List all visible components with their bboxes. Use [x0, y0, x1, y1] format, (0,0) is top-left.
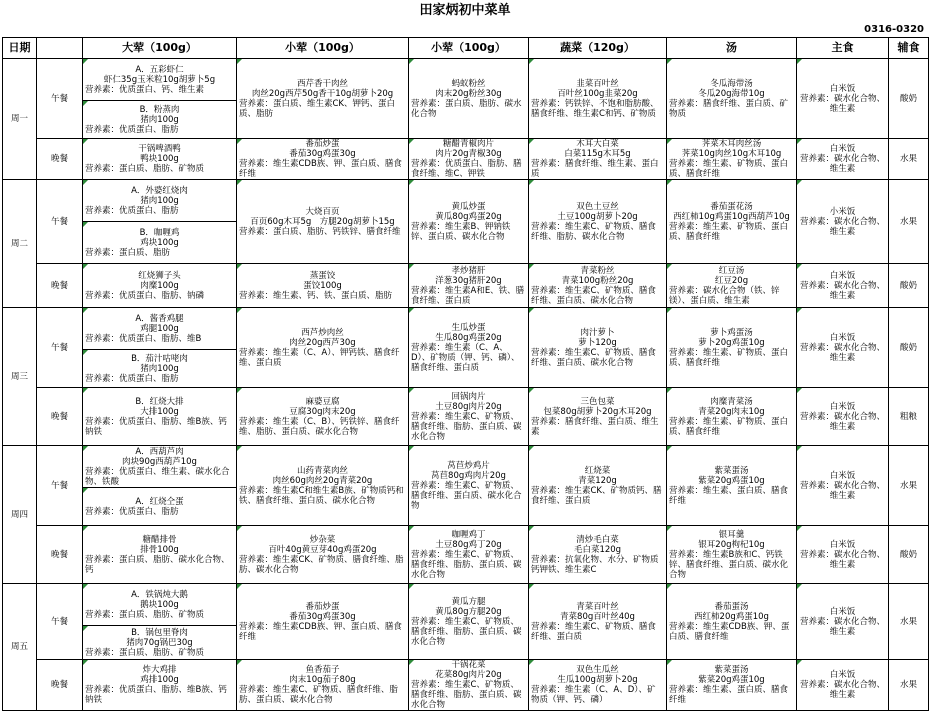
soup-cell: [667, 139, 797, 180]
small-meat-1-cell: [237, 446, 409, 526]
dish-name: 红烧狮子头: [138, 270, 181, 281]
dish-nutrients: 营养素：维生素C、矿物质、膳食纤维、脂肪、碳水化合物: [531, 221, 656, 242]
extra-cell: 酸奶: [889, 59, 929, 139]
dish-name: 白米饭: [829, 270, 856, 281]
dish-name: 西芦炒肉丝: [301, 327, 344, 338]
dish-ingredients: 莴苣80g鸡肉片20g: [431, 470, 506, 481]
small-meat-2-cell: [409, 526, 529, 584]
dish-nutrients: 营养素：维生素CDB族、钾、蛋白质、膳食纤维: [239, 621, 402, 642]
dish-nutrients: 营养素：维生素C、矿物质、膳食纤维、蛋白质、碳水化合物: [531, 285, 656, 306]
dish-nutrients: 营养素：蛋白质、脂肪、碳水化合物: [411, 98, 522, 119]
soup-cell: [667, 59, 797, 139]
dish-nutrients: 营养素：优质蛋白、脂肪、钠磷: [85, 290, 205, 301]
dish-name: 大烧百页: [305, 206, 340, 217]
dish-name: A．铁锅炖大鹅: [131, 589, 188, 600]
dish-name: 冬瓜海带汤: [710, 78, 753, 89]
meal-row: [3, 388, 929, 446]
dish-nutrients: 营养素：维生素A和E、铁、膳食纤维、蛋白质: [411, 285, 525, 306]
staple-cell: [797, 59, 889, 139]
dish-nutrients: 营养素：蛋白质、脂肪、碳水化合物、钙: [85, 554, 230, 575]
dish-name: B．咖喱鸡: [139, 227, 180, 238]
dish-ingredients: 猪肉100g: [140, 195, 179, 206]
dish-name: 青菜粉丝: [580, 265, 615, 276]
dish-ingredients: 青菜100g粉丝20g: [561, 275, 634, 286]
dish-name: 炒杂菜: [309, 534, 336, 545]
soup-cell: [667, 180, 797, 264]
dish-nutrients: 营养素：碳水化合物、维生素: [799, 616, 885, 637]
dish-nutrients: 营养素：维生素B、钾钠铁锌、蛋白质、碳水化合物: [411, 221, 511, 242]
dish-ingredients: 白菜115g木耳5g: [564, 149, 631, 159]
dish-name: 麻婆豆腐: [305, 396, 340, 407]
dish-nutrients: 营养素：维生素、矿物质、蛋白质、膳食纤维: [669, 159, 789, 179]
dish-name: 青菜百叶丝: [576, 601, 619, 612]
dish-nutrients: 营养素：碳水化合物、维生素: [799, 154, 885, 174]
dish-nutrients: 营养素：优质蛋白、脂肪: [85, 506, 179, 517]
dish-name: 肉糜青菜汤: [710, 396, 753, 407]
big-meat-cell: [83, 526, 237, 584]
dish-name: 清炒毛白菜: [576, 534, 619, 545]
dish-nutrients: 营养素：碳水化合物、维生素: [799, 680, 885, 700]
dish-name: 番茄蛋汤: [714, 601, 749, 612]
big-meat-cell: [83, 350, 237, 388]
dish-ingredients: 鹅块100g: [140, 599, 179, 610]
dish-name: 西芹香干肉丝: [296, 78, 348, 89]
dish-name: 糖醋排骨: [142, 534, 177, 545]
dish-name: 木耳大白菜: [576, 139, 619, 149]
dish-name: 生瓜炒蛋: [451, 322, 486, 333]
dish-name: 韭菜百叶丝: [576, 78, 619, 89]
dish-name: 红豆汤: [718, 265, 745, 276]
dish-ingredients: 紫菜20g鸡蛋10g: [698, 475, 765, 486]
small-meat-2-cell: [409, 388, 529, 446]
small-meat-1-cell: [237, 584, 409, 660]
staple-cell: [797, 388, 889, 446]
header-row: [3, 38, 929, 59]
dish-nutrients: 营养素：维生素C、矿物质、膳食纤维、脂肪、蛋白质、碳水化合物: [411, 680, 522, 710]
dish-nutrients: 营养素：维生素、矿物质、蛋白质、膳食纤维: [669, 347, 789, 368]
dish-ingredients: 肉丝60g肉丝20g青菜20g: [272, 475, 373, 486]
dish-nutrients: 营养素：蛋白质、脂肪、矿物质: [85, 647, 205, 658]
menu-body: [3, 59, 929, 711]
extra-cell: 水果: [889, 139, 929, 180]
dish-ingredients: 肉糜100g: [140, 280, 179, 291]
header-meal: [37, 38, 83, 59]
meal-label: 晚餐: [37, 660, 83, 711]
big-meat-cell: [83, 180, 237, 222]
vegetable-cell: [529, 388, 667, 446]
dish-ingredients: 百叶丝100g韭菜20g: [557, 88, 638, 99]
dish-nutrients: 营养素：碳水化合物、维生素: [799, 480, 885, 501]
dish-nutrients: 营养素：维生素CK、矿物质、膳食纤维、脂肪、碳水化合物: [239, 554, 404, 575]
dish-nutrients: 营养素：优质蛋白、脂肪: [85, 205, 179, 216]
dish-ingredients: 猪肉70g锅巴30g: [126, 637, 193, 648]
dish-nutrients: 营养素：维生素C、矿物质、膳食纤维、脂肪、蛋白质、碳水化合物: [239, 685, 398, 705]
meal-row: [3, 264, 929, 308]
dish-ingredients: 紫菜20g鸡蛋10g: [698, 675, 765, 685]
extra-cell: 水果: [889, 446, 929, 526]
vegetable-cell: [529, 584, 667, 660]
vegetable-cell: [529, 180, 667, 264]
dish-nutrients: 营养素：优质蛋白、脂肪、维B族、钙钠铁: [85, 416, 227, 437]
dish-nutrients: 营养素：抗氧化物、水分、矿物质钙钾铁、维生素C: [531, 554, 659, 575]
dish-name: 小米饭: [829, 206, 856, 217]
vegetable-cell: [529, 526, 667, 584]
dish-name: 黄瓜炒蛋: [451, 201, 486, 212]
soup-cell: [667, 446, 797, 526]
date-range: 0316-0320: [864, 24, 924, 35]
meal-row: [3, 446, 929, 488]
dish-nutrients: 营养素：维生素（C、B）、钙铁锌、膳食纤维、脂肪、蛋白质、碳水化合物: [239, 416, 400, 437]
small-meat-2-cell: [409, 308, 529, 388]
dish-name: B．粉蒸肉: [139, 104, 180, 115]
dish-nutrients: 营养素：维生素、矿物质、蛋白质、膳食纤维: [669, 221, 789, 242]
big-meat-cell: [83, 626, 237, 660]
dish-nutrients: 营养素：优质蛋白、脂肪: [85, 124, 179, 135]
header-big-meat: 大荤（100g）: [83, 38, 237, 59]
dish-nutrients: 营养素：膳食纤维、蛋白质、矿物质: [669, 98, 789, 119]
big-meat-cell: [83, 59, 237, 101]
dish-ingredients: 冬瓜20g海带10g: [698, 88, 765, 99]
big-meat-cell: [83, 308, 237, 350]
meal-label: 晚餐: [37, 388, 83, 446]
small-meat-2-cell: [409, 59, 529, 139]
dish-nutrients: 营养素：维生素C、矿物质、膳食纤维、脂肪、蛋白质、碳水化合物: [411, 549, 522, 580]
dish-ingredients: 豆腐30g肉末20g: [289, 406, 356, 417]
dish-nutrients: 营养素：蛋白质、脂肪、钙铁锌、膳食纤维: [239, 226, 401, 237]
dish-nutrients: 营养素：蛋白质、脂肪、矿物质: [85, 609, 205, 620]
dish-nutrients: 营养素：碳水化合物、维生素: [799, 342, 885, 363]
dish-ingredients: 土豆100g胡萝卜20g: [557, 211, 638, 222]
dish-ingredients: 土豆80g鸡丁20g: [435, 539, 502, 550]
dish-nutrients: 营养素：膳食纤维、蛋白质、维生素: [531, 416, 659, 437]
day-label: 周二: [3, 180, 37, 308]
header-date: 日期: [3, 38, 37, 59]
vegetable-cell: [529, 308, 667, 388]
meal-label: 午餐: [37, 446, 83, 526]
extra-cell: 酸奶: [889, 264, 929, 308]
dish-nutrients: 营养素：蛋白质、脂肪: [85, 247, 171, 258]
dish-nutrients: 营养素：蛋白质、脂肪、矿物质: [85, 164, 205, 174]
dish-nutrients: 营养素：维生素（C、A、D）、矿物质（钾、钙、磷）、膳食纤维、蛋白质: [411, 342, 520, 373]
big-meat-cell: [83, 584, 237, 626]
day-label: 周四: [3, 446, 37, 584]
staple-cell: [797, 584, 889, 660]
dish-ingredients: 肉块90g西葫芦10g: [122, 456, 197, 467]
dish-nutrients: 营养素：蛋白质、维生素CK、钾钙、蛋白质、脂肪: [239, 98, 396, 119]
header-extra: 辅食: [889, 38, 929, 59]
dish-name: A．红烧仝蛋: [135, 496, 184, 507]
dish-ingredients: 萝卜20g鸡蛋10g: [698, 337, 765, 348]
dish-name: 咖喱鸡丁: [451, 529, 486, 540]
dish-name: 双色土豆丝: [576, 201, 619, 212]
vegetable-cell: [529, 59, 667, 139]
soup-cell: [667, 388, 797, 446]
small-meat-1-cell: [237, 139, 409, 180]
dish-ingredients: 萝卜120g: [578, 337, 617, 348]
dish-name: 紫菜蛋汤: [714, 465, 749, 476]
big-meat-cell: [83, 488, 237, 526]
big-meat-cell: [83, 446, 237, 488]
dish-name: 白米饭: [829, 670, 856, 680]
dish-name: A．酱香鸡腿: [135, 313, 184, 324]
dish-nutrients: 营养素：维生素C、矿物质、膳食纤维、脂肪、蛋白质、碳水化合物: [411, 411, 522, 442]
dish-ingredients: 毛白菜120g: [573, 544, 622, 555]
meal-label: 午餐: [37, 308, 83, 388]
dish-nutrients: 营养素：维生素CDB族、钾、蛋白质、膳食纤维: [239, 159, 402, 179]
dish-ingredients: 红豆20g: [714, 275, 749, 286]
staple-cell: [797, 139, 889, 180]
dish-ingredients: 生瓜80g鸡蛋20g: [435, 332, 502, 343]
dish-name: 干锅花菜: [451, 660, 486, 670]
staple-cell: [797, 446, 889, 526]
dish-name: B．茄汁咕咾肉: [131, 353, 188, 364]
meal-label: 晚餐: [37, 264, 83, 308]
dish-nutrients: 营养素：维生素（C、A、D）、矿物质（钾、钙、磷）: [531, 685, 656, 705]
small-meat-1-cell: [237, 308, 409, 388]
dish-nutrients: 营养素：维生素B族和C、钙铁锌、膳食纤维、蛋白质、碳水化合物: [669, 549, 789, 580]
menu-table: [2, 37, 929, 711]
meal-label: 晚餐: [37, 139, 83, 180]
dish-ingredients: 洋葱30g猪肝20g: [435, 275, 502, 286]
soup-cell: [667, 584, 797, 660]
dish-ingredients: 肉丝20g西芹50g香干10g胡萝卜20g: [251, 88, 394, 99]
dish-ingredients: 肉末20g粉丝30g: [435, 88, 502, 99]
dish-ingredients: 青菜80g百叶丝40g: [560, 611, 635, 622]
dish-name: 炸大鸡排: [142, 665, 177, 675]
dish-nutrients: 营养素：优质蛋白、钙、维生素: [85, 84, 205, 95]
vegetable-cell: [529, 139, 667, 180]
header-small-meat-2: 小荤（100g）: [409, 38, 529, 59]
dish-nutrients: 营养素：维生素（C、A）、钾钙铁、膳食纤维、蛋白质: [239, 347, 400, 368]
small-meat-1-cell: [237, 264, 409, 308]
small-meat-1-cell: [237, 526, 409, 584]
dish-ingredients: 荠菜10g肉丝10g木耳10g: [681, 149, 782, 159]
dish-nutrients: 营养素：维生素、蛋白质、膳食纤维: [669, 485, 789, 506]
dish-nutrients: 营养素：维生素C、矿物质、膳食纤维、脂肪、蛋白质、碳水化合物: [411, 616, 522, 647]
dish-nutrients: 营养素：优质蛋白、脂肪、膳食纤维、维C、钾铁: [411, 159, 522, 179]
staple-cell: [797, 308, 889, 388]
dish-ingredients: 包菜80g胡萝卜20g木耳20g: [543, 406, 652, 417]
dish-name: A．五彩虾仁: [135, 64, 184, 75]
dish-ingredients: 大排100g: [140, 406, 179, 417]
dish-ingredients: 黄瓜80g鸡蛋20g: [435, 211, 502, 222]
meal-label: 晚餐: [37, 526, 83, 584]
dish-ingredients: 百叶40g黄豆芽40g鸡蛋20g: [268, 544, 377, 555]
dish-name: A．西葫芦肉: [135, 446, 184, 457]
dish-name: 三色包菜: [580, 396, 615, 407]
meal-label: 午餐: [37, 584, 83, 660]
dish-ingredients: 蛋饺100g: [303, 280, 342, 291]
meal-row: [3, 180, 929, 222]
dish-name: 黄瓜方腿: [451, 596, 486, 607]
dish-ingredients: 生瓜100g胡萝卜20g: [557, 675, 638, 685]
dish-ingredients: 猪肉100g: [140, 114, 179, 125]
dish-ingredients: 肉末10g茄子80g: [289, 675, 356, 685]
staple-cell: [797, 264, 889, 308]
dish-name: 红烧菜: [584, 465, 611, 476]
dish-nutrients: 营养素：碳水化合物、维生素: [799, 280, 885, 301]
dish-ingredients: 虾仁35g玉米粒10g胡萝卜5g: [103, 74, 216, 85]
dish-ingredients: 银耳20g枸杞10g: [698, 539, 765, 550]
small-meat-2-cell: [409, 446, 529, 526]
dish-nutrients: 营养素：膳食纤维、维生素、蛋白质: [531, 159, 659, 179]
dish-nutrients: 营养素：优质蛋白、脂肪: [85, 373, 179, 384]
small-meat-1-cell: [237, 180, 409, 264]
dish-ingredients: 西红柿10g鸡蛋10g西葫芦10g: [673, 211, 790, 222]
dish-ingredients: 鸡块100g: [140, 237, 179, 248]
meal-row: [3, 526, 929, 584]
dish-nutrients: 营养素：维生素C、矿物质、膳食纤维、蛋白质、碳水化合物: [411, 480, 522, 511]
day-label: 周五: [3, 584, 37, 711]
day-label: 周一: [3, 59, 37, 180]
extra-cell: 酸奶: [889, 308, 929, 388]
dish-ingredients: 青菜120g: [578, 475, 617, 486]
soup-cell: [667, 526, 797, 584]
dish-ingredients: 排骨100g: [140, 544, 179, 555]
dish-name: 紫菜蛋汤: [714, 665, 749, 675]
dish-ingredients: 番茄30g鸡蛋30g: [289, 149, 356, 159]
big-meat-cell: [83, 139, 237, 180]
dish-name: 白米饭: [829, 470, 856, 481]
dish-name: 番茄炒蛋: [305, 601, 340, 612]
dish-nutrients: 营养素：优质蛋白、脂肪、维B: [85, 333, 202, 344]
header-small-meat-1: 小荤（100g）: [237, 38, 409, 59]
dish-name: 蒸蛋饺: [309, 270, 336, 281]
extra-cell: 水果: [889, 180, 929, 264]
staple-cell: [797, 526, 889, 584]
dish-ingredients: 土豆80g肉片20g: [435, 401, 502, 412]
big-meat-cell: [83, 388, 237, 446]
dish-ingredients: 黄瓜80g方腿20g: [435, 606, 502, 617]
big-meat-cell: [83, 101, 237, 139]
small-meat-2-cell: [409, 139, 529, 180]
dish-ingredients: 鸡排100g: [140, 675, 179, 685]
dish-name: 番茄蛋花汤: [710, 201, 753, 212]
dish-name: 鱼香茄子: [305, 665, 340, 675]
dish-nutrients: 营养素：碳水化合物、维生素: [799, 411, 885, 432]
dish-name: 干锅啤酒鸭: [138, 144, 181, 154]
dish-name: 白米饭: [829, 606, 856, 617]
header-staple: 主食: [797, 38, 889, 59]
dish-nutrients: 营养素：碳水化合物、维生素: [799, 216, 885, 237]
meal-label: 午餐: [37, 180, 83, 264]
extra-cell: 水果: [889, 584, 929, 660]
dish-name: B．红烧大排: [135, 396, 184, 407]
dish-ingredients: 花菜80g肉片20g: [435, 670, 502, 680]
dish-name: 白米饭: [829, 401, 856, 412]
vegetable-cell: [529, 264, 667, 308]
staple-cell: [797, 180, 889, 264]
dish-ingredients: 青菜20g肉末10g: [698, 406, 765, 417]
dish-name: 孝炒猪肝: [451, 265, 486, 276]
dish-name: 回锅肉片: [451, 391, 486, 402]
dish-ingredients: 西红柿20g鸡蛋10g: [694, 611, 769, 622]
dish-name: A．外婆红烧肉: [131, 185, 188, 196]
dish-name: 莴苣炒鸡片: [447, 460, 490, 471]
dish-ingredients: 鸡腿100g: [140, 323, 179, 334]
meal-row: [3, 139, 929, 180]
dish-nutrients: 营养素：维生素、钙、铁、蛋白质、脂肪: [239, 290, 393, 301]
small-meat-2-cell: [409, 180, 529, 264]
dish-name: 荠菜木耳肉丝汤: [701, 139, 762, 149]
dish-name: 蚂蚁粉丝: [451, 78, 486, 89]
dish-nutrients: 营养素：维生素C、矿物质、膳食纤维、蛋白质: [531, 621, 656, 642]
header-vegetable: 蔬菜（120g）: [529, 38, 667, 59]
soup-cell: [667, 308, 797, 388]
meal-row: [3, 308, 929, 350]
small-meat-1-cell: [237, 388, 409, 446]
vegetable-cell: [529, 446, 667, 526]
dish-nutrients: 营养素：碳水化合物、维生素: [799, 93, 885, 114]
page-title: 田家炳初中菜单: [419, 3, 511, 18]
dish-name: 萝卜鸡蛋汤: [710, 327, 753, 338]
dish-name: 白米饭: [829, 144, 856, 154]
meal-row: [3, 59, 929, 101]
header-soup: 汤: [667, 38, 797, 59]
dish-name: 白米饭: [829, 332, 856, 343]
dish-name: 白米饭: [829, 83, 856, 94]
dish-name: 银耳羹: [718, 529, 745, 540]
dish-nutrients: 营养素：维生素、矿物质、蛋白质、膳食纤维: [669, 416, 789, 437]
dish-ingredients: 鸭块100g: [140, 154, 179, 164]
dish-nutrients: 营养素：碳水化合物（铁、锌镁）、蛋白质、维生素: [669, 285, 780, 306]
meal-label: 午餐: [37, 59, 83, 139]
dish-ingredients: 肉丝20g西芦30g: [289, 337, 356, 348]
dish-nutrients: 营养素：维生素、蛋白质、膳食纤维: [669, 685, 789, 705]
dish-name: B．锅包里脊肉: [131, 627, 188, 638]
meal-row: [3, 584, 929, 626]
dish-ingredients: 肉片20g青椒30g: [435, 149, 502, 159]
dish-nutrients: 营养素：碳水化合物、维生素: [799, 549, 885, 570]
dish-ingredients: 猪肉100g: [140, 363, 179, 374]
dish-nutrients: 营养素：维生素C、矿物质、膳食纤维、蛋白质、碳水化合物: [531, 347, 656, 368]
dish-ingredients: 百页60g木耳5g 方腿20g胡萝卜15g: [250, 216, 395, 227]
dish-name: 肉汁萝卜: [580, 327, 615, 338]
dish-name: 番茄炒蛋: [305, 139, 340, 149]
dish-name: 双色生瓜丝: [576, 665, 619, 675]
day-label: 周三: [3, 308, 37, 446]
dish-nutrients: 营养素：维生素CK、矿物质钙、膳食纤维、蛋白质: [531, 485, 662, 506]
dish-name: 白米饭: [829, 539, 856, 550]
dish-name: 糖醋青椒肉片: [442, 139, 494, 149]
small-meat-2-cell: [409, 264, 529, 308]
extra-cell: 酸奶: [889, 526, 929, 584]
dish-nutrients: 营养素：维生素CDB族、钾、蛋白质、膳食纤维: [669, 621, 790, 642]
dish-nutrients: 营养素：优质蛋白、脂肪、维B族、钙钠铁: [85, 685, 227, 705]
big-meat-cell: [83, 222, 237, 264]
small-meat-2-cell: [409, 584, 529, 660]
dish-nutrients: 营养素：优质蛋白、维生素、碳水化合物、铁酸: [85, 466, 230, 487]
dish-ingredients: 番茄30g鸡蛋30g: [289, 611, 356, 622]
dish-name: 山药青菜肉丝: [296, 465, 348, 476]
extra-cell: 粗粮: [889, 388, 929, 446]
dish-nutrients: 营养素：维生素C和维生素B族、矿物质钙和铁、膳食纤维、蛋白质、碳水化合物: [239, 485, 404, 506]
dish-nutrients: 营养素：钙铁锌、不饱和脂肪酸、膳食纤维、维生素C和钙、矿物质: [531, 98, 659, 119]
big-meat-cell: [83, 264, 237, 308]
small-meat-1-cell: [237, 59, 409, 139]
soup-cell: [667, 264, 797, 308]
extra-cell: 水果: [889, 660, 929, 711]
